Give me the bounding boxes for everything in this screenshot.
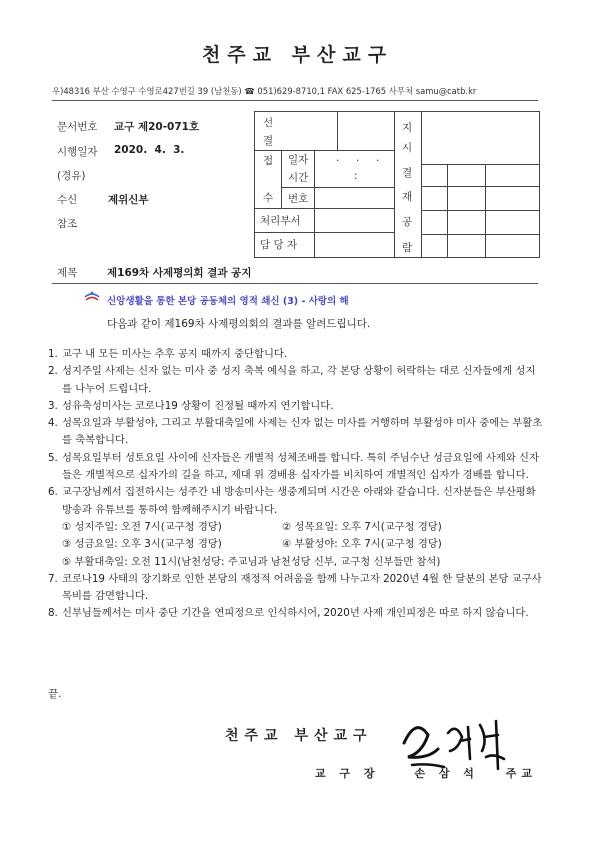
schedule-row bbox=[48, 554, 544, 571]
item-number: 8. bbox=[48, 607, 58, 620]
issuer-title: 교 구 장 bbox=[315, 767, 380, 780]
list-item bbox=[48, 398, 544, 415]
item-text: 코로나19 사태의 장기화로 인한 본당의 재정적 어려움을 함께 나누고자 2020년 4월 한 달분의 본당 교구사목비를 감면합니다. bbox=[62, 572, 542, 603]
item-number: 7. bbox=[48, 572, 58, 585]
review-char-2: 람 bbox=[402, 242, 413, 254]
schedule-row bbox=[48, 536, 544, 553]
decision-char-1: 결 bbox=[402, 167, 413, 179]
date-cell-label: 일자 bbox=[288, 154, 309, 166]
header-divider bbox=[52, 100, 538, 101]
instruction-char-1: 지 bbox=[402, 122, 413, 134]
approve-char-1: 선 bbox=[263, 117, 274, 129]
announcement-list bbox=[48, 346, 544, 623]
list-item bbox=[48, 571, 544, 606]
issuer-line bbox=[315, 765, 537, 781]
list-item bbox=[48, 450, 544, 485]
issuer-organization: 천주교 부산교구 bbox=[225, 728, 373, 744]
item-number: 4. bbox=[48, 417, 58, 430]
instruction-char-2: 시 bbox=[402, 142, 413, 154]
slogan: 신앙생활을 통한 본당 공동체의 영적 쇄신 (3) - 사랑의 해 bbox=[107, 296, 349, 307]
item-text: 교구 내 모든 미사는 추후 공지 때까지 중단합니다. bbox=[62, 348, 288, 360]
number-cell-label: 번호 bbox=[288, 193, 309, 205]
list-item bbox=[48, 484, 544, 519]
person-cell-label: 담 당 자 bbox=[260, 239, 298, 251]
approve-char-2: 결 bbox=[263, 135, 274, 147]
diocese-logo-icon bbox=[84, 290, 100, 302]
recipient-value: 제위신부 bbox=[108, 194, 149, 206]
time-cell-label: 시간 bbox=[288, 172, 309, 184]
item-text: 성지주일 사제는 신자 없는 미사 중 성지 축복 예식을 하고, 각 본당 상황이 허락하는 대로 신자들에게 성지를 나누어 드립니다. bbox=[62, 365, 536, 395]
schedule-item: ③ 성금요일: 오후 3시(교구청 경당) bbox=[62, 538, 222, 551]
subject-label: 제목 bbox=[57, 267, 78, 279]
doc-no-label: 문서번호 bbox=[57, 121, 98, 133]
date-value: 2020. 4. 3. bbox=[114, 144, 185, 156]
item-text: 성목요일부터 성토요일 사이에 신자들은 개별적 성체조배를 합니다. 특히 주님수난 성금요일에 사제와 신자들은 개별적으로 십자가의 길을 하고, 제대 위 경배용 십자가를 비치하여 개별적인 십자가 경배를 합니다. bbox=[62, 451, 539, 482]
end-mark: 끝. bbox=[48, 688, 62, 700]
schedule-item: ① 성지주일: 오전 7시(교구청 경당) bbox=[62, 520, 222, 533]
document-title: 천주교 부산교구 bbox=[201, 44, 394, 66]
item-text: 성목요일과 부활성야, 그리고 부활대축일에 사제는 신자 없는 미사를 거행하며 부활성야 미사 중에는 부활초를 축복합니다. bbox=[62, 417, 543, 447]
subject-divider bbox=[52, 283, 538, 284]
issuer-suffix: 주교 bbox=[505, 767, 538, 780]
schedule-item: ④ 부활성야: 오후 7시(교구청 경당) bbox=[282, 538, 442, 551]
issuer-name: 손 삼 석 bbox=[414, 767, 479, 780]
time-placeholder: : bbox=[354, 170, 358, 182]
list-item bbox=[48, 605, 544, 622]
decision-char-2: 재 bbox=[402, 191, 413, 203]
list-item bbox=[48, 415, 544, 450]
item-number: 3. bbox=[48, 399, 58, 412]
doc-no-value: 교구 제20-071호 bbox=[114, 121, 200, 133]
via-label: (경유) bbox=[57, 170, 86, 182]
date-placeholder: . . . bbox=[336, 152, 380, 164]
item-number: 6. bbox=[48, 486, 58, 499]
item-number: 2. bbox=[48, 365, 58, 378]
item-text: 교구장님께서 집전하시는 성주간 내 방송미사는 생중계되며 시간은 아래와 같습니다. 신자분들은 부산평화방송과 유튜브를 통하여 함께해주시기 바랍니다. bbox=[62, 486, 536, 516]
receive-char-2: 수 bbox=[263, 192, 274, 204]
receive-char-1: 접 bbox=[263, 155, 274, 167]
intro-text: 다음과 같이 제169차 사제평의회의 결과를 알려드립니다. bbox=[107, 318, 371, 330]
dept-cell-label: 처리부서 bbox=[260, 215, 301, 227]
recipient-label: 수신 bbox=[57, 194, 78, 206]
list-item bbox=[48, 346, 544, 363]
address-line: 우)48316 부산 수영구 수영로427번길 39 (남천동) ☎ 051)629-8710,1 FAX 625-1765 사무처 samu@catb.kr bbox=[52, 86, 477, 96]
item-text: 신부님들께서는 미사 중단 기간을 연피정으로 인식하시어, 2020년 사제 개인피정은 따로 하지 않습니다. bbox=[62, 607, 529, 620]
item-number: 5. bbox=[48, 451, 58, 464]
date-label: 시행일자 bbox=[57, 146, 98, 158]
item-number: 1. bbox=[48, 348, 58, 360]
list-item bbox=[48, 363, 544, 398]
item-text: 성유축성미사는 코로나19 상황이 진정될 때까지 연기합니다. bbox=[62, 399, 334, 412]
ref-label: 참조 bbox=[57, 218, 78, 230]
schedule-row bbox=[48, 519, 544, 536]
schedule-item: ⑤ 부활대축일: 오전 11시(남천성당: 주교님과 남천성당 신부, 교구청 신부들만 참석) bbox=[62, 555, 441, 568]
subject-value: 제169차 사제평의회 결과 공지 bbox=[107, 267, 252, 279]
review-char-1: 공 bbox=[402, 216, 413, 228]
schedule-item: ② 성목요일: 오후 7시(교구청 경당) bbox=[282, 520, 442, 533]
